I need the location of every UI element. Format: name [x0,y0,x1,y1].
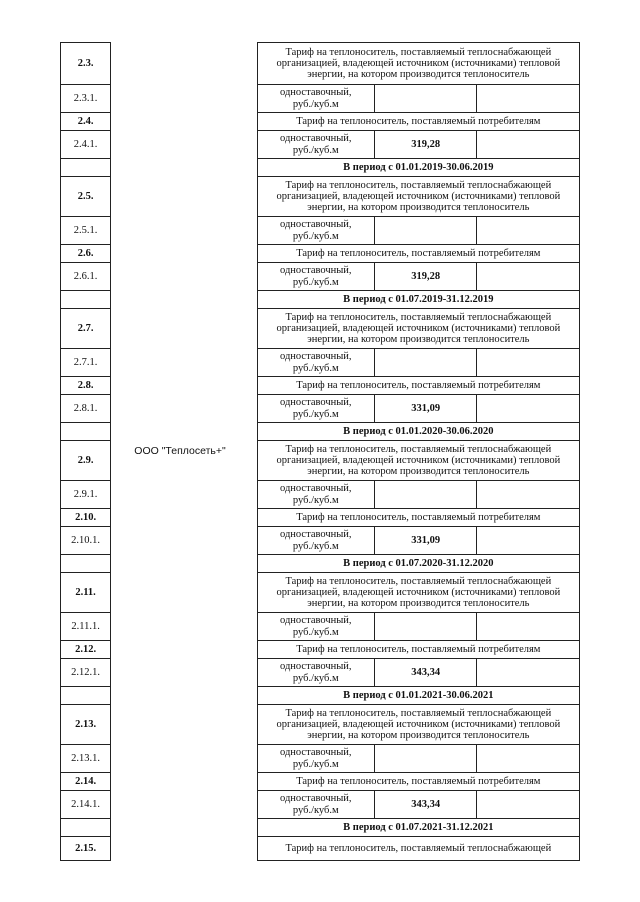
row-number: 2.13. [61,705,111,745]
description-line: энергии, на котором производится теплоноситель [307,334,530,346]
description-line: энергии, на котором производится теплоноситель [307,730,530,742]
row-number: 2.4.1. [61,131,111,159]
row-number: 2.3.1. [61,85,111,113]
description-line: энергии, на котором производится теплоноситель [307,69,530,81]
period-header: В период с 01.07.2021-31.12.2021 [257,819,579,837]
unit-line: руб./куб.м [292,494,339,506]
period-header: В период с 01.01.2020-30.06.2020 [257,423,579,441]
unit-line: руб./куб.м [292,144,339,156]
row-number: 2.11.1. [61,613,111,641]
tariff-description-heat-supplier [257,705,579,745]
tariff-table [60,42,580,861]
row-number: 2.11. [61,573,111,613]
tariff-value: 331,09 [374,527,477,555]
unit-label [257,349,374,377]
unit-line: одноставочный, [280,661,352,673]
empty-cell [477,85,580,113]
row-number: 2.5.1. [61,217,111,245]
empty-cell [477,613,580,641]
unit-line: руб./куб.м [292,758,339,770]
tariff-description-heat-supplier [257,573,579,613]
tariff-value: 343,34 [374,791,477,819]
unit-line: одноставочный, [280,529,352,541]
tariff-description-heat-supplier [257,837,579,861]
empty-cell [477,791,580,819]
unit-line: руб./куб.м [292,362,339,374]
tariff-value: 319,28 [374,131,477,159]
row-number: 2.12.1. [61,659,111,687]
tariff-value [374,217,477,245]
description-line: организацией, владеющей источником (источниками) тепловой [276,190,561,202]
unit-line: руб./куб.м [292,540,339,552]
unit-line: руб./куб.м [292,672,339,684]
row-number: 2.9.1. [61,481,111,509]
row-number: 2.9. [61,441,111,481]
row-number: 2.7. [61,309,111,349]
empty-cell [477,395,580,423]
row-number: 2.4. [61,113,111,131]
organization-name: ООО "Теплосеть+" [134,444,226,457]
period-header: В период с 01.07.2020-31.12.2020 [257,555,579,573]
period-header: В период с 01.01.2019-30.06.2019 [257,159,579,177]
unit-line: руб./куб.м [292,804,339,816]
tariff-value [374,613,477,641]
unit-label [257,791,374,819]
description-line: энергии, на котором производится теплоноситель [307,598,530,610]
description-line: Тариф на теплоноситель, поставляемый теплоснабжающей [285,311,552,323]
tariff-value [374,745,477,773]
tariff-value [374,85,477,113]
empty-cell [477,659,580,687]
unit-line: одноставочный, [280,747,352,759]
description-line: Тариф на теплоноситель, поставляемый теплоснабжающей [285,842,552,854]
row-number-empty [61,687,111,705]
description-line: Тариф на теплоноситель, поставляемый теплоснабжающей [285,46,552,58]
unit-label [257,745,374,773]
unit-line: руб./куб.м [292,626,339,638]
unit-line: одноставочный, [280,265,352,277]
row-number: 2.15. [61,837,111,861]
tariff-value: 343,34 [374,659,477,687]
unit-label [257,613,374,641]
tariff-value: 319,28 [374,263,477,291]
row-number-empty [61,423,111,441]
row-number: 2.6.1. [61,263,111,291]
row-number: 2.5. [61,177,111,217]
tariff-description-heat-supplier [257,177,579,217]
tariff-value: 331,09 [374,395,477,423]
unit-line: одноставочный, [280,351,352,363]
unit-line: руб./куб.м [292,230,339,242]
empty-cell [477,263,580,291]
tariff-description-consumers: Тариф на теплоноситель, поставляемый потребителям [257,245,579,263]
tariff-description-consumers: Тариф на теплоноситель, поставляемый потребителям [257,113,579,131]
empty-cell [477,481,580,509]
unit-label [257,85,374,113]
unit-label [257,131,374,159]
row-number: 2.8.1. [61,395,111,423]
row-number: 2.3. [61,43,111,85]
empty-cell [477,217,580,245]
tariff-description-heat-supplier [257,43,579,85]
description-line: Тариф на теплоноситель, поставляемый теплоснабжающей [285,707,552,719]
unit-line: руб./куб.м [292,98,339,110]
unit-line: одноставочный, [280,219,352,231]
row-number: 2.6. [61,245,111,263]
row-number: 2.7.1. [61,349,111,377]
row-number-empty [61,555,111,573]
row-number: 2.13.1. [61,745,111,773]
unit-line: одноставочный, [280,397,352,409]
unit-line: руб./куб.м [292,408,339,420]
description-line: Тариф на теплоноситель, поставляемый теплоснабжающей [285,443,552,455]
unit-label [257,527,374,555]
row-number-empty [61,291,111,309]
row-number: 2.10.1. [61,527,111,555]
empty-cell [477,527,580,555]
unit-line: одноставочный, [280,615,352,627]
unit-label [257,659,374,687]
tariff-description-consumers: Тариф на теплоноситель, поставляемый потребителям [257,377,579,395]
description-line: организацией, владеющей источником (источниками) тепловой [276,718,561,730]
spacer [249,43,257,861]
unit-line: руб./куб.м [292,276,339,288]
tariff-description-consumers: Тариф на теплоноситель, поставляемый потребителям [257,773,579,791]
tariff-value [374,349,477,377]
description-line: Тариф на теплоноситель, поставляемый теплоснабжающей [285,179,552,191]
unit-line: одноставочный, [280,793,352,805]
tariff-description-consumers: Тариф на теплоноситель, поставляемый потребителям [257,641,579,659]
tariff-description-heat-supplier [257,309,579,349]
empty-cell [477,745,580,773]
tariff-value [374,481,477,509]
description-line: энергии, на котором производится теплоноситель [307,466,530,478]
unit-line: одноставочный, [280,483,352,495]
empty-cell [477,131,580,159]
unit-label [257,263,374,291]
row-number: 2.8. [61,377,111,395]
table-row [61,43,580,85]
description-line: организацией, владеющей источником (источниками) тепловой [276,586,561,598]
empty-cell [477,349,580,377]
unit-line: одноставочный, [280,87,352,99]
description-line: энергии, на котором производится теплоноситель [307,202,530,214]
row-number: 2.12. [61,641,111,659]
description-line: организацией, владеющей источником (источниками) тепловой [276,454,561,466]
period-header: В период с 01.07.2019-31.12.2019 [257,291,579,309]
description-line: организацией, владеющей источником (источниками) тепловой [276,57,561,69]
row-number-empty [61,819,111,837]
unit-line: одноставочный, [280,133,352,145]
tariff-description-consumers: Тариф на теплоноситель, поставляемый потребителям [257,509,579,527]
row-number-empty [61,159,111,177]
row-number: 2.10. [61,509,111,527]
unit-label [257,481,374,509]
unit-label [257,395,374,423]
tariff-description-heat-supplier [257,441,579,481]
period-header: В период с 01.01.2021-30.06.2021 [257,687,579,705]
unit-label [257,217,374,245]
row-number: 2.14.1. [61,791,111,819]
description-line: Тариф на теплоноситель, поставляемый теплоснабжающей [285,575,552,587]
description-line: организацией, владеющей источником (источниками) тепловой [276,322,561,334]
row-number: 2.14. [61,773,111,791]
